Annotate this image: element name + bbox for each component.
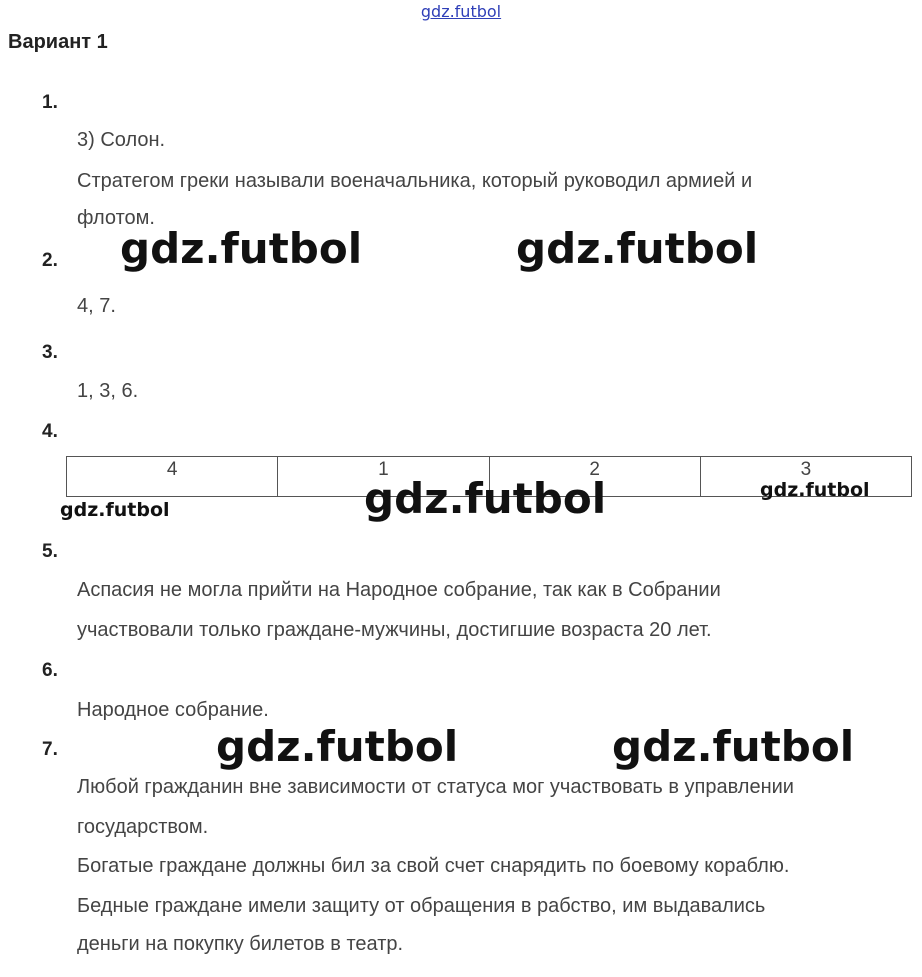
question-2-number: 2. [42, 250, 58, 271]
question-6-answer: Народное собрание. [77, 699, 269, 721]
question-7-answer-line-5: деньги на покупку билетов в театр. [77, 933, 404, 955]
watermark-text: gdz.futbol [516, 224, 759, 273]
watermark-text: gdz.futbol [760, 479, 870, 501]
table-cell: 2 [489, 457, 700, 497]
question-1-number: 1. [42, 92, 58, 113]
watermark-text: gdz.futbol [364, 474, 607, 523]
question-7-answer-line-3: Богатые граждане должны бил за свой счет снарядить по боевому кораблю. [77, 855, 790, 877]
question-5-answer-line-2: участвовали только граждане-мужчины, достигшие возраста 20 лет. [77, 619, 712, 641]
site-watermark-link[interactable]: gdz.futbol [420, 2, 502, 21]
question-3-number: 3. [42, 342, 58, 363]
question-1-answer-line-1: 3) Солон. [77, 129, 166, 151]
question-4-number: 4. [42, 421, 58, 442]
watermark-text: gdz.futbol [120, 224, 363, 273]
watermark-text: gdz.futbol [60, 499, 170, 521]
question-1-answer-line-2: Стратегом греки называли военачальника, который руководил армией и [77, 170, 753, 192]
question-7-answer-line-1: Любой гражданин вне зависимости от статуса мог участвовать в управлении [77, 776, 794, 798]
table-cell: 1 [278, 457, 489, 497]
question-2-answer: 4, 7. [77, 295, 116, 317]
question-5-number: 5. [42, 541, 58, 562]
table-cell: 4 [67, 457, 278, 497]
question-7-answer-line-4: Бедные граждане имели защиту от обращения в рабство, им выдавались [77, 895, 766, 917]
watermark-text: gdz.futbol [216, 722, 459, 771]
question-3-answer: 1, 3, 6. [77, 380, 139, 402]
question-6-number: 6. [42, 660, 58, 681]
question-5-answer-line-1: Аспасия не могла прийти на Народное собрание, так как в Собрании [77, 579, 721, 601]
question-7-answer-line-2: государством. [77, 816, 209, 838]
question-7-number: 7. [42, 739, 58, 760]
question-1-answer-line-3: флотом. [77, 207, 155, 229]
watermark-text: gdz.futbol [612, 722, 855, 771]
table-cell: 3 [700, 457, 911, 497]
page-title: Вариант 1 [8, 31, 108, 53]
